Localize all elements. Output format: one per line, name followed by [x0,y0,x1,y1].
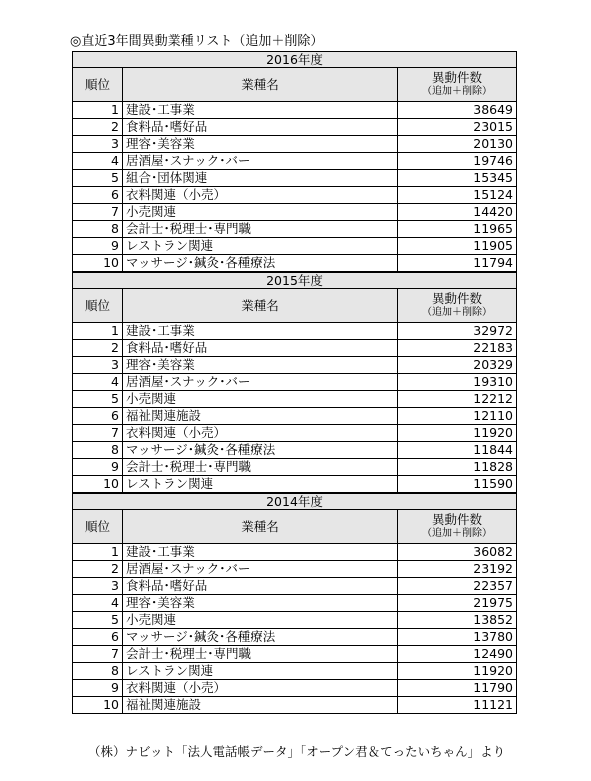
page-title: ◎直近3年間異動業種リスト（追加＋削除） [70,34,324,49]
count-cell: 12490 [398,646,517,663]
rank-cell: 10 [73,697,123,714]
count-cell: 19310 [398,374,517,391]
rank-header: 順位 [73,68,123,102]
industry-cell: 居酒屋･スナック･バー [123,561,398,578]
industry-cell: 小売関連 [123,204,398,221]
industry-header: 業種名 [123,68,398,102]
rank-cell: 3 [73,578,123,595]
industry-cell: 小売関連 [123,612,398,629]
count-cell: 13852 [398,612,517,629]
table-row [73,255,517,272]
table-row [73,442,517,459]
industry-cell: マッサージ･鍼灸･各種療法 [123,629,398,646]
rank-cell: 4 [73,153,123,170]
rank-cell: 1 [73,544,123,561]
industry-cell: 食料品･嗜好品 [123,119,398,136]
industry-cell: 会計士･税理士･専門職 [123,459,398,476]
rank-cell: 1 [73,102,123,119]
count-header-main: 異動件数 [432,511,483,527]
table-row [73,663,517,680]
table-row [73,476,517,493]
rank-cell: 5 [73,391,123,408]
table-row [73,221,517,238]
ranking-tables [72,51,516,714]
industry-cell: レストラン関連 [123,476,398,493]
count-cell: 22357 [398,578,517,595]
count-header-sub: （追加＋削除） [422,306,492,318]
rank-cell: 9 [73,459,123,476]
rank-cell: 1 [73,323,123,340]
table-row [73,374,517,391]
rank-cell: 6 [73,629,123,646]
table-row [73,459,517,476]
rank-cell: 7 [73,646,123,663]
industry-header: 業種名 [123,510,398,544]
table-row [73,578,517,595]
count-cell: 11794 [398,255,517,272]
count-cell: 23015 [398,119,517,136]
table-row [73,153,517,170]
table-row [73,629,517,646]
count-cell: 38649 [398,102,517,119]
rank-cell: 8 [73,221,123,238]
count-cell: 12110 [398,408,517,425]
count-cell: 11920 [398,425,517,442]
year-header: 2016年度 [73,52,517,68]
count-cell: 19746 [398,153,517,170]
industry-cell: 理容･美容業 [123,136,398,153]
table-row [73,119,517,136]
table-row [73,391,517,408]
industry-cell: 小売関連 [123,391,398,408]
rank-cell: 2 [73,340,123,357]
count-cell: 23192 [398,561,517,578]
industry-cell: 理容･美容業 [123,595,398,612]
rank-cell: 2 [73,561,123,578]
table-row [73,323,517,340]
rank-cell: 7 [73,425,123,442]
rank-cell: 8 [73,663,123,680]
industry-cell: 会計士･税理士･専門職 [123,646,398,663]
industry-cell: レストラン関連 [123,238,398,255]
industry-cell: 建設･工事業 [123,544,398,561]
year-header: 2014年度 [73,494,517,510]
count-cell: 22183 [398,340,517,357]
source-note: （株）ナビット「法人電話帳データ」「オープン君＆てったいちゃん」より [88,744,506,759]
table-row [73,187,517,204]
rank-cell: 5 [73,170,123,187]
industry-cell: 衣料関連（小売） [123,425,398,442]
industry-cell: 会計士･税理士･専門職 [123,221,398,238]
count-cell: 11828 [398,459,517,476]
count-cell: 13780 [398,629,517,646]
industry-cell: 建設･工事業 [123,102,398,119]
industry-cell: 食料品･嗜好品 [123,578,398,595]
ranking-table-2014 [72,493,517,714]
count-cell: 11121 [398,697,517,714]
count-cell: 36082 [398,544,517,561]
count-header [398,68,517,102]
count-cell: 11790 [398,680,517,697]
ranking-table-2016 [72,51,517,272]
count-header-main: 異動件数 [432,290,483,306]
industry-cell: 衣料関連（小売） [123,187,398,204]
rank-cell: 10 [73,255,123,272]
industry-cell: マッサージ･鍼灸･各種療法 [123,442,398,459]
count-cell: 20329 [398,357,517,374]
ranking-table-2015 [72,272,517,493]
industry-cell: マッサージ･鍼灸･各種療法 [123,255,398,272]
table-row [73,697,517,714]
rank-cell: 3 [73,136,123,153]
table-row [73,238,517,255]
rank-cell: 6 [73,408,123,425]
rank-cell: 4 [73,374,123,391]
count-header-sub: （追加＋削除） [422,85,492,97]
table-row [73,595,517,612]
rank-cell: 8 [73,442,123,459]
rank-cell: 5 [73,612,123,629]
industry-cell: 建設･工事業 [123,323,398,340]
industry-cell: レストラン関連 [123,663,398,680]
table-row [73,612,517,629]
table-row [73,357,517,374]
rank-cell: 4 [73,595,123,612]
count-header [398,289,517,323]
table-row [73,561,517,578]
table-row [73,408,517,425]
rank-cell: 6 [73,187,123,204]
count-cell: 15345 [398,170,517,187]
count-cell: 11590 [398,476,517,493]
industry-cell: 福祉関連施設 [123,697,398,714]
industry-cell: 居酒屋･スナック･バー [123,153,398,170]
table-row [73,170,517,187]
rank-cell: 7 [73,204,123,221]
table-row [73,102,517,119]
industry-cell: 居酒屋･スナック･バー [123,374,398,391]
rank-cell: 10 [73,476,123,493]
table-row [73,544,517,561]
count-cell: 11844 [398,442,517,459]
industry-cell: 衣料関連（小売） [123,680,398,697]
count-cell: 11905 [398,238,517,255]
industry-cell: 食料品･嗜好品 [123,340,398,357]
industry-cell: 理容･美容業 [123,357,398,374]
count-cell: 11965 [398,221,517,238]
count-cell: 14420 [398,204,517,221]
industry-cell: 福祉関連施設 [123,408,398,425]
rank-cell: 9 [73,680,123,697]
count-cell: 32972 [398,323,517,340]
table-row [73,425,517,442]
count-header [398,510,517,544]
rank-cell: 3 [73,357,123,374]
rank-cell: 2 [73,119,123,136]
count-cell: 15124 [398,187,517,204]
rank-header: 順位 [73,510,123,544]
count-header-sub: （追加＋削除） [422,527,492,539]
year-header: 2015年度 [73,273,517,289]
rank-header: 順位 [73,289,123,323]
table-row [73,646,517,663]
rank-cell: 9 [73,238,123,255]
count-header-main: 異動件数 [432,69,483,85]
industry-cell: 組合･団体関連 [123,170,398,187]
industry-header: 業種名 [123,289,398,323]
table-row [73,680,517,697]
count-cell: 11920 [398,663,517,680]
table-row [73,136,517,153]
count-cell: 20130 [398,136,517,153]
count-cell: 12212 [398,391,517,408]
table-row [73,204,517,221]
count-cell: 21975 [398,595,517,612]
table-row [73,340,517,357]
